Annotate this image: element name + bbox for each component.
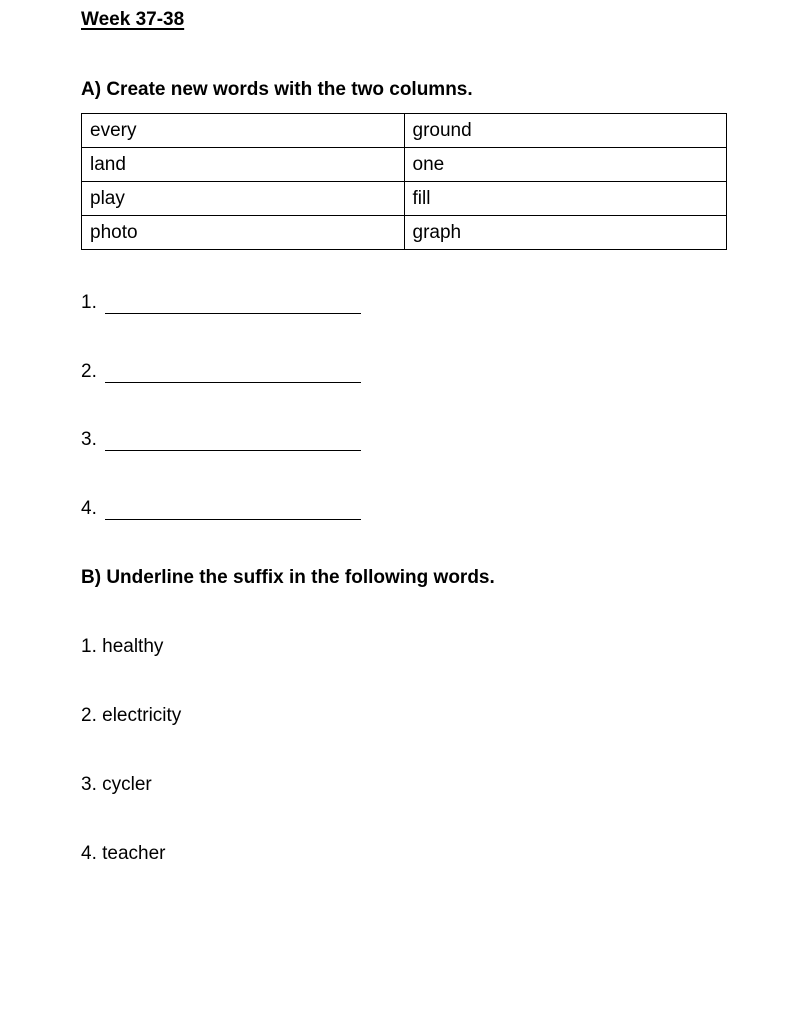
word-columns-table bbox=[81, 113, 727, 250]
answer-number: 4. bbox=[81, 498, 97, 519]
answer-blank[interactable] bbox=[105, 502, 361, 520]
table-row bbox=[82, 114, 727, 148]
table-row bbox=[82, 148, 727, 182]
suffix-word-item: 2. electricity bbox=[81, 705, 182, 726]
answer-blank[interactable] bbox=[105, 365, 361, 383]
suffix-word-item: 1. healthy bbox=[81, 636, 164, 657]
answer-blank[interactable] bbox=[105, 296, 361, 314]
section-a-heading: A) Create new words with the two columns. bbox=[81, 79, 473, 100]
table-cell-left: every bbox=[82, 114, 405, 148]
table-cell-left: land bbox=[82, 148, 405, 182]
answer-line-1[interactable] bbox=[81, 292, 361, 314]
table-cell-right: one bbox=[404, 148, 727, 182]
answer-line-2[interactable] bbox=[81, 361, 361, 383]
table-row bbox=[82, 216, 727, 250]
table-cell-right: ground bbox=[404, 114, 727, 148]
table-cell-left: play bbox=[82, 182, 405, 216]
answer-number: 3. bbox=[81, 429, 97, 450]
table-cell-left: photo bbox=[82, 216, 405, 250]
answer-line-4[interactable] bbox=[81, 498, 361, 520]
answer-number: 1. bbox=[81, 292, 97, 313]
table-cell-right: fill bbox=[404, 182, 727, 216]
table-row bbox=[82, 182, 727, 216]
answer-blank[interactable] bbox=[105, 433, 361, 451]
suffix-word-item: 3. cycler bbox=[81, 774, 152, 795]
page-title: Week 37-38 bbox=[81, 9, 185, 30]
answer-line-3[interactable] bbox=[81, 429, 361, 451]
suffix-word-item: 4. teacher bbox=[81, 843, 166, 864]
table-cell-right: graph bbox=[404, 216, 727, 250]
section-b-heading: B) Underline the suffix in the following words. bbox=[81, 567, 495, 588]
answer-number: 2. bbox=[81, 361, 97, 382]
